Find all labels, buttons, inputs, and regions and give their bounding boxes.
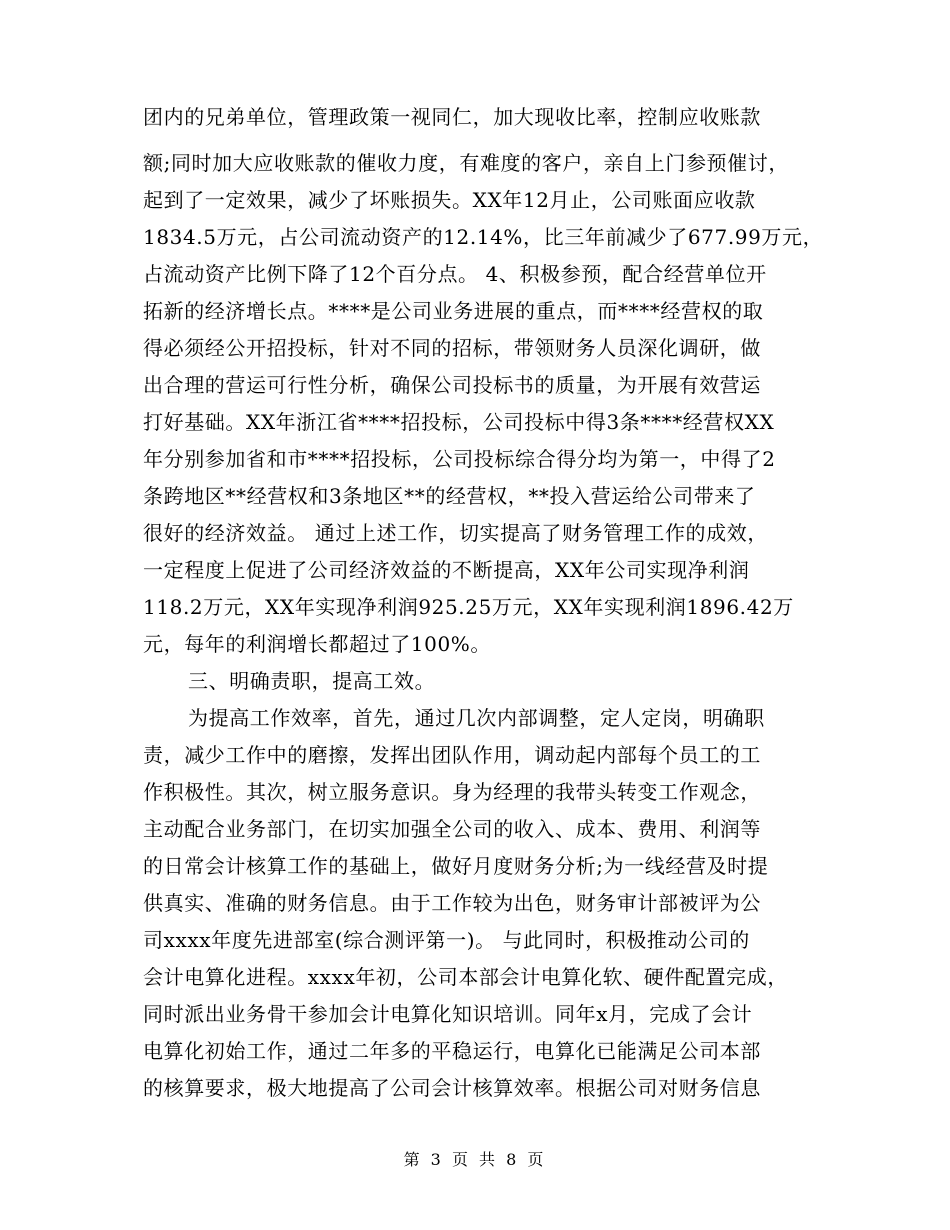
body-line: 占流动资产比例下降了12个百分点。 4、积极参预，配合经营单位开 — [143, 262, 767, 286]
body-line: 团内的兄弟单位，管理政策一视同仁，加大现收比率，控制应收账款 — [143, 105, 761, 129]
body-line: 得必须经公开招投标，针对不同的招标，带领财务人员深化调研，做 — [143, 336, 761, 360]
body-line: 很好的经济效益。 通过上述工作，切实提高了财务管理工作的成效， — [143, 521, 768, 545]
body-line: 同时派出业务骨干参加会计电算化知识培训。同年x月，完成了会计 — [143, 1002, 753, 1026]
body-line: 的核算要求，极大地提高了公司会计核算效率。根据公司对财务信息 — [143, 1076, 761, 1100]
body-line: 的日常会计核算工作的基础上，做好月度财务分析;为一线经营及时提 — [143, 854, 769, 878]
body-line: 拓新的经济增长点。****是公司业务进展的重点，而****经营权的取 — [143, 299, 764, 323]
body-line: 会计电算化进程。xxxx年初，公司本部会计电算化软、硬件配置完成， — [143, 965, 788, 989]
body-line: 供真实、准确的财务信息。由于工作较为出色，财务审计部被评为公 — [143, 891, 761, 915]
body-line: 打好基础。XX年浙江省****招投标，公司投标中得3条****经营权XX — [143, 410, 775, 434]
body-line: 额;同时加大应收账款的催收力度，有难度的客户，亲自上门参预催讨， — [143, 151, 789, 175]
body-line: 为提高工作效率，首先，通过几次内部调整，定人定岗，明确职 — [188, 706, 765, 730]
body-line: 司xxxx年度先进部室(综合测评第一)。 与此同时，积极推动公司的 — [143, 928, 750, 952]
body-line: 条跨地区**经营权和3条地区**的经营权，**投入营运给公司带来了 — [143, 484, 756, 508]
body-line: 电算化初始工作，通过二年多的平稳运行，电算化已能满足公司本部 — [143, 1039, 761, 1063]
body-line: 元，每年的利润增长都超过了100%。 — [143, 632, 491, 656]
body-line: 起到了一定效果，减少了坏账损失。XX年12月止，公司账面应收款 — [143, 188, 756, 212]
body-line: 年分别参加省和市****招投标，公司投标综合得分均为第一，中得了2 — [143, 447, 776, 471]
body-line: 出合理的营运可行性分析，确保公司投标书的质量，为开展有效营运 — [143, 373, 761, 397]
body-line: 责，减少工作中的磨擦，发挥出团队作用，调动起内部每个员工的工 — [143, 743, 761, 767]
body-line: 118.2万元，XX年实现净利润925.25万元，XX年实现利润1896.42万 — [143, 595, 794, 619]
section-heading: 三、明确责职，提高工效。 — [188, 669, 436, 693]
body-line: 主动配合业务部门，在切实加强全公司的收入、成本、费用、利润等 — [143, 817, 761, 841]
body-line: 1834.5万元，占公司流动资产的12.14%，比三年前减少了677.99万元， — [143, 225, 824, 249]
page-footer: 第 3 页 共 8 页 — [403, 1150, 547, 1169]
body-line: 一定程度上促进了公司经济效益的不断提高，XX年公司实现净利润 — [143, 558, 750, 582]
body-line: 作积极性。其次，树立服务意识。身为经理的我带头转变工作观念， — [143, 780, 761, 804]
